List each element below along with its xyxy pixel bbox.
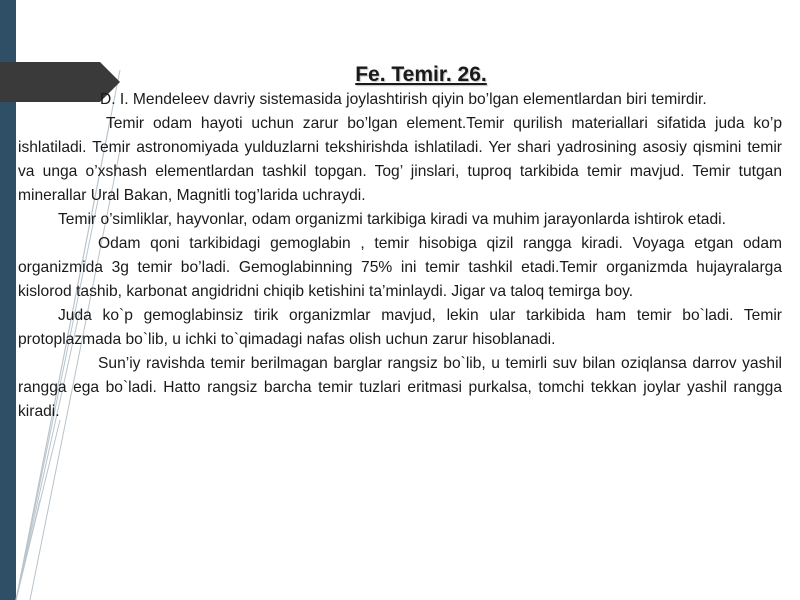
paragraph-1: D. I. Mendeleev davriy sistemasida joylashtirish qiyin bo’lgan elementlardan biri temirdir. [100, 91, 707, 108]
paragraph-3: Temir o’simliklar, hayvonlar, odam organizmi tarkibiga kiradi va muhim jarayonlarda ishtirok etadi. [58, 211, 726, 228]
page-title: Fe. Temir. 26. [355, 63, 487, 86]
paragraph-2: Temir odam hayoti uchun zarur bo’lgan element.Temir qurilish materiallari sifatida juda ko’p ishlatiladi. Temir astronomiyada yulduzlarni tekshirishda ishlatiladi. Yer shari yadrosining asosiy qismini temir va unga o’xshash elementlardan tashkil topgan. Tog’ jinslari, tuproq tarkibida temir mavjud. Temir tutgan minerallar Ural Bakan, Magnitli tog’larida uchraydi. [18, 115, 782, 204]
paragraph-6: Sun’iy ravishda temir berilmagan barglar rangsiz bo`lib, u temirli suv bilan oziqlansa darrov yashil rangga ega bo`ladi. Hatto rangsiz barcha temir tuzlari eritmasi purkalsa, tomchi tekkan joylar yashil rangga kiradi. [18, 355, 782, 420]
paragraph-5: Juda ko`p gemoglabinsiz tirik organizmlar mavjud, lekin ular tarkibida ham temir bo`ladi. Temir protoplazmada bo`lib, u ichki to`qimadagi nafas olish uchun zarur hisoblanadi. [18, 307, 782, 348]
paragraph-4: Odam qoni tarkibidagi gemoglabin , temir hisobiga qizil rangga kiradi. Voyaga etgan odam organizmida 3g temir bo’ladi. Gemoglabinning 75% ini temir tashkil etadi.Temir organizmda hujayralarga kislorod tashib, karbonat angidridni chiqib ketishini ta’minlaydi. Jigar va taloq temirga boy. [18, 235, 782, 300]
slide-content [18, 62, 782, 424]
